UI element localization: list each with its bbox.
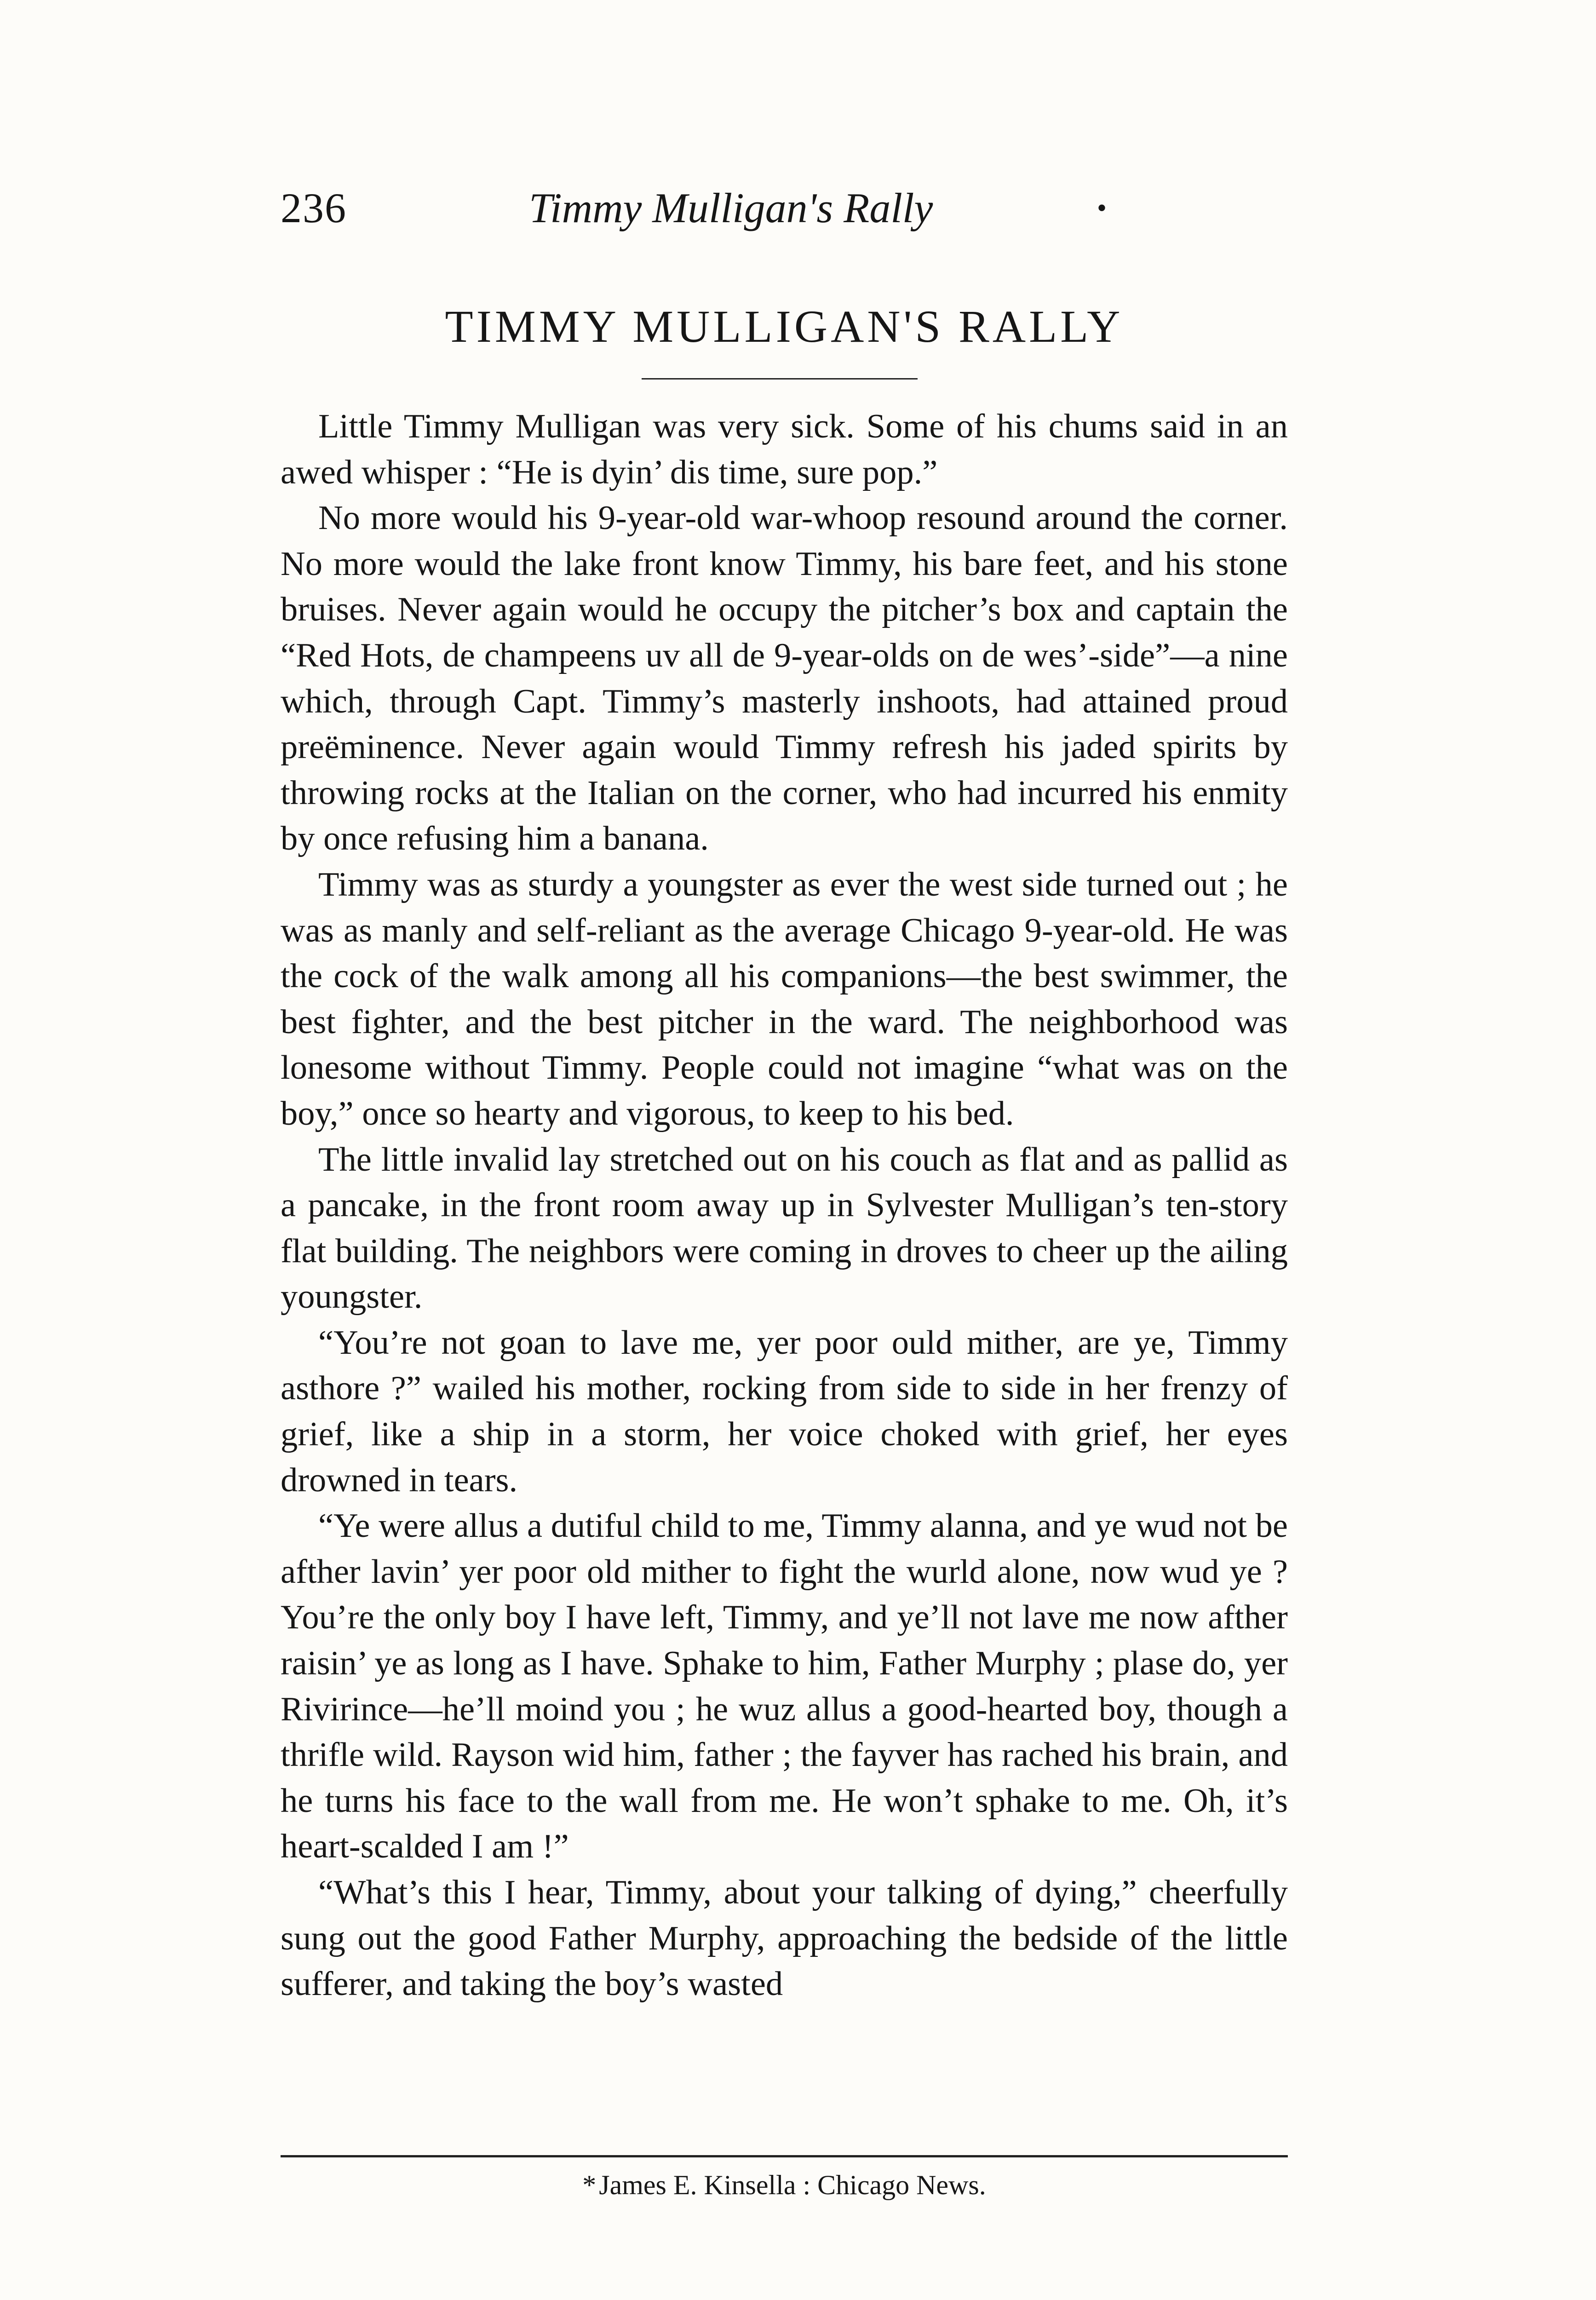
title-rule <box>642 378 918 380</box>
footnote <box>281 2162 1288 2208</box>
paragraph: Timmy was as sturdy a youngster as ever the west side turned out ; he was as manly and self-reliant as the average Chicago 9-year-old. He was the cock of the walk among all his companions—the best swimmer, the best fighter, and the best pitcher in the ward. The neighborhood was lonesome without Timmy. People could not imagine “what was on the boy,” once so hearty and vigorous, to keep to his bed. <box>281 865 1288 1133</box>
running-title: Timmy Mulligan's Rally <box>529 184 933 231</box>
paragraph: The little invalid lay stretched out on his couch as flat and as pallid as a pancake, in the front room away up in Sylvester Mulligan’s ten-story flat building. The neighbors were coming in droves to cheer up the ailing youngster. <box>281 1140 1288 1316</box>
page-number: 236 <box>281 184 347 231</box>
ornament-mark: • <box>1097 193 1107 223</box>
story-title: TIMMY MULLIGAN'S RALLY <box>445 301 1124 352</box>
body-text <box>281 404 1288 2007</box>
running-head <box>281 180 1288 236</box>
paragraph: “What’s this I hear, Timmy, about your talking of dying,” cheerfully sung out the good Father Murphy, approaching the bedside of the little sufferer, and taking the boy’s wasted <box>281 1874 1288 2003</box>
paragraph: “Ye were allus a dutiful child to me, Timmy alanna, and ye wud not be afther lavin’ yer poor old mither to fight the wurld alone, now wud ye ? You’re the only boy I have left, Timmy, and ye’ll not lave me now afther raisin’ ye as long as I have. Sphake to him, Father Murphy ; plase do, yer Rivirince—he’ll moind you ; he wuz allus a good-hearted boy, though a thrifle wild. Rayson wid him, father ; the fayver has rached his brain, and he turns his face to the wall from me. He won’t sphake to me. Oh, it’s heart-scalded I am !” <box>281 1507 1288 1866</box>
footnote-text: James E. Kinsella : Chicago News. <box>599 2170 986 2200</box>
paragraph: “You’re not goan to lave me, yer poor ould mither, are ye, Timmy asthore ?” wailed his mother, rocking from side to side in her frenzy of grief, like a ship in a storm, her voice choked with grief, her eyes drowned in tears. <box>281 1323 1288 1499</box>
paragraph: Little Timmy Mulligan was very sick. Some of his chums said in an awed whisper : “He is dyin’ dis time, sure pop.” <box>281 408 1288 491</box>
paragraph: No more would his 9-year-old war-whoop resound around the corner. No more would the lake front know Timmy, his bare feet, and his stone bruises. Never again would he occupy the pitcher’s box and captain the “Red Hots, de champeens uv all de 9-year-olds on de wes’-side”—a nine which, through Capt. Timmy’s masterly inshoots, had attained proud preëminence. Never again would Timmy refresh his jaded spirits by throwing rocks at the Italian on the corner, who had incurred his enmity by once refusing him a banana. <box>281 499 1288 858</box>
footnote-rule <box>281 2155 1288 2157</box>
footnote-mark: * <box>582 2170 597 2200</box>
